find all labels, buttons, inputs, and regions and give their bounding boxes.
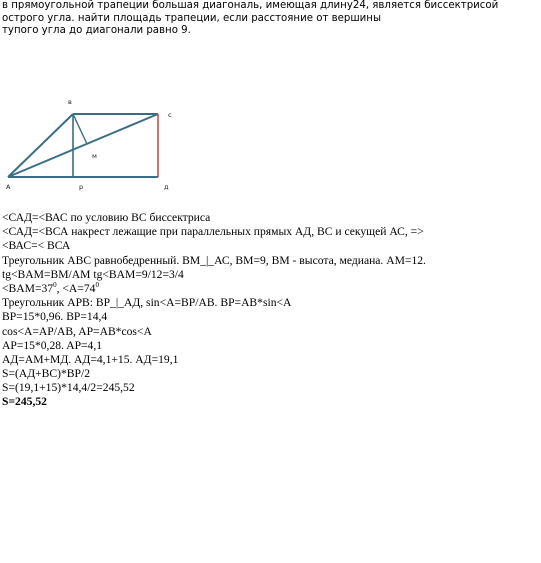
label-m: м — [92, 152, 97, 160]
degree-mark: 0 — [95, 281, 99, 290]
solution-line: <САД=<ВСА накрест лежащие при параллельных прямых АД, ВС и секущей АС, => — [2, 225, 424, 239]
side-ab — [8, 114, 73, 177]
label-b: в — [68, 98, 72, 106]
solution-line: S=(19,1+15)*14,4/2=245,52 — [2, 381, 135, 395]
solution-line-angles — [2, 282, 426, 296]
label-d: д — [164, 183, 169, 191]
problem-line: тупого угла до диагонали равно 9. — [2, 25, 191, 37]
solution-line: AP=15*0,28. AP=4,1 — [2, 338, 103, 352]
solution-line: Треугольник АРВ: ВР_|_АД, sin<A=BP/AB. BP=AB*sin<A — [2, 296, 292, 310]
problem-line: острого угла. найти площадь трапеции, если расстояние от вершины — [2, 12, 382, 24]
solution-line: <ВАС=< ВСА — [2, 239, 71, 253]
solution-line: Треугольник АВС равнобедренный. ВМ_|_АС, ВМ=9, ВМ - высота, медиана. АМ=12. — [2, 253, 426, 267]
solution-line: cos<A=AP/AB, AP=AB*cos<A — [2, 324, 152, 338]
final-answer: S=245,52 — [2, 395, 47, 409]
label-a: А — [6, 183, 11, 191]
solution-line: S=(АД+ВС)*ВР/2 — [2, 367, 90, 381]
angle-a: , <A=74 — [56, 281, 96, 295]
perpendicular-bm — [73, 114, 87, 144]
angle-bam: <BAM=37 — [2, 281, 54, 295]
solution-line: BP=15*0,96. BP=14,4 — [2, 310, 108, 324]
solution — [2, 211, 426, 410]
label-c: с — [168, 111, 172, 119]
label-p: р — [79, 183, 84, 191]
problem-statement — [2, 0, 498, 38]
degree-mark: 0 — [53, 281, 57, 290]
solution-line: <САД=<ВАС по условию ВС биссектриса — [2, 211, 211, 224]
diagonal-ac — [8, 114, 158, 177]
problem-line: в прямоугольной трапеции большая диагональ, имеющая длину24, является биссектрисой — [2, 0, 499, 11]
solution-line: АД=АМ+МД. АД=4,1+15. АД=19,1 — [2, 352, 179, 366]
trapezoid-figure — [0, 90, 190, 200]
solution-line: tg<BAM=BM/AM tg<BAM=9/12=3/4 — [2, 267, 184, 281]
